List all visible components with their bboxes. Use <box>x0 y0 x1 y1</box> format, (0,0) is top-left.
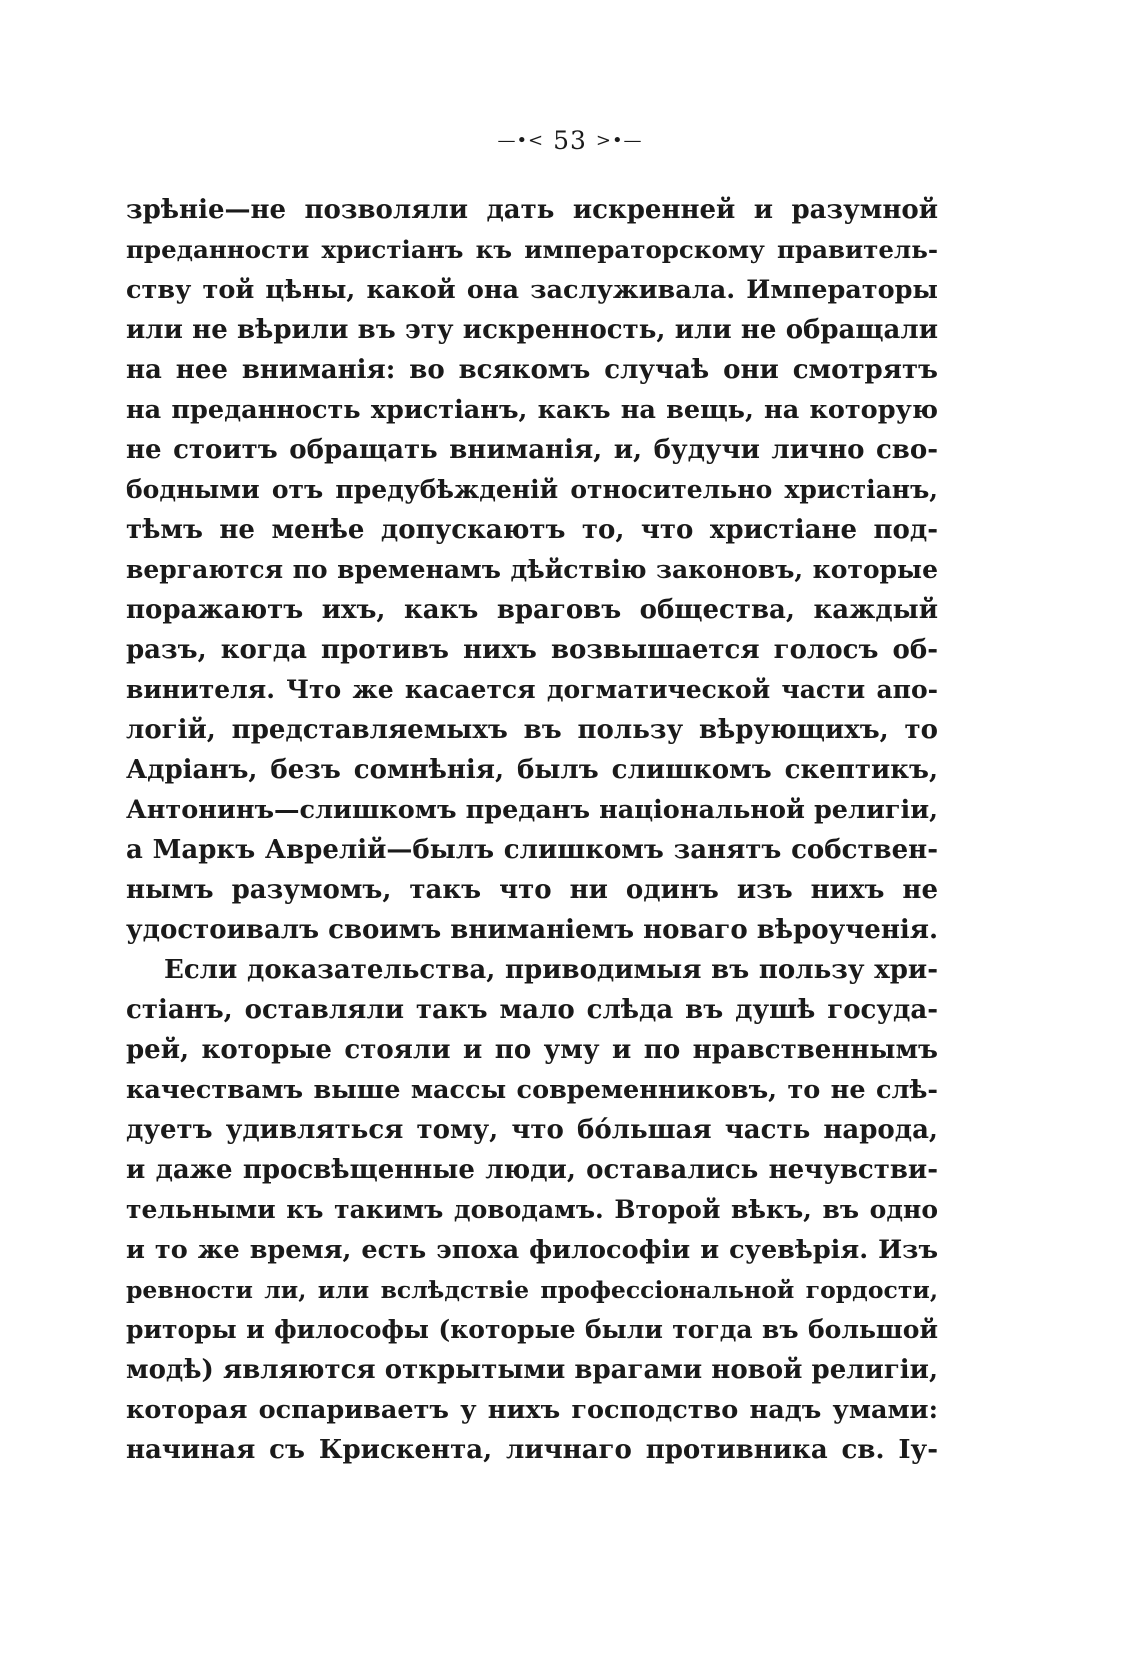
text-line: а Маркъ Аврелій—былъ слишкомъ занятъ собствен- <box>126 835 938 865</box>
text-line: качествамъ выше массы современниковъ, то не слѣ- <box>126 1075 938 1105</box>
text-line: вергаются по временамъ дѣйствію законовъ, которые <box>126 555 938 584</box>
page-number: 53 <box>553 126 587 155</box>
text-line: логій, представляемыхъ въ пользу вѣрующихъ, то <box>126 715 938 745</box>
text-line: преданности христіанъ къ императорскому правитель- <box>126 235 938 264</box>
page-header <box>0 126 1140 155</box>
text-line: разъ, когда противъ нихъ возвышается голосъ об- <box>126 635 938 665</box>
text-line: поражаютъ ихъ, какъ враговъ общества, каждый <box>126 595 938 625</box>
text-line: модѣ) являются открытыми врагами новой религіи, <box>126 1355 938 1385</box>
text-line: ству той цѣны, какой она заслуживала. Императоры <box>126 275 938 305</box>
text-line: рей, которые стояли и по уму и по нравственнымъ <box>126 1035 938 1065</box>
text-line: ревности ли, или вслѣдствіе профессіональной гордости, <box>126 1276 938 1304</box>
text-line: риторы и философы (которые были тогда въ большой <box>126 1315 938 1344</box>
text-line: которая оспариваетъ у нихъ господство надъ умами: <box>126 1395 938 1425</box>
text-line: бодными отъ предубѣжденій относительно христіанъ, <box>126 475 938 504</box>
text-line: Антонинъ—слишкомъ преданъ національной религіи, <box>126 795 938 825</box>
right-ornament: >•— <box>595 130 643 151</box>
text-line: зрѣніе—не позволяли дать искренней и разумной <box>126 195 938 225</box>
text-line: стіанъ, оставляли такъ мало слѣда въ душѣ госуда- <box>126 995 938 1025</box>
text-line: нымъ разумомъ, такъ что ни одинъ изъ нихъ не <box>126 875 938 905</box>
text-line: винителя. Что же касается догматической части апо- <box>126 675 938 704</box>
text-line: или не вѣрили въ эту искренность, или не обращали <box>126 315 938 345</box>
text-line: начиная съ Крискента, личнаго противника св. Іу- <box>126 1435 938 1465</box>
text-line: Если доказательства, приводимыя въ пользу хри- <box>164 955 938 985</box>
text-line: Адріанъ, безъ сомнѣнія, былъ слишкомъ скептикъ, <box>126 755 938 785</box>
text-line: на преданность христіанъ, какъ на вещь, на которую <box>126 395 938 425</box>
text-line: и даже просвѣщенные люди, оставались нечувстви- <box>126 1155 938 1185</box>
text-line: тѣмъ не менѣе допускаютъ то, что христіане под- <box>126 515 938 545</box>
text-line: тельными къ такимъ доводамъ. Второй вѣкъ, въ одно <box>126 1195 938 1224</box>
text-line: дуетъ удивляться тому, что бóльшая часть народа, <box>126 1115 938 1145</box>
text-line: на нее вниманія: во всякомъ случаѣ они смотрятъ <box>126 355 938 385</box>
left-ornament: —•< <box>497 130 545 151</box>
text-line: удостоивалъ своимъ вниманіемъ новаго вѣроученія. <box>126 915 938 945</box>
body-text <box>126 190 938 1470</box>
text-line: не стоитъ обращать вниманія, и, будучи лично сво- <box>126 435 938 465</box>
text-line: и то же время, есть эпоха философіи и суевѣрія. Изъ <box>126 1235 938 1265</box>
